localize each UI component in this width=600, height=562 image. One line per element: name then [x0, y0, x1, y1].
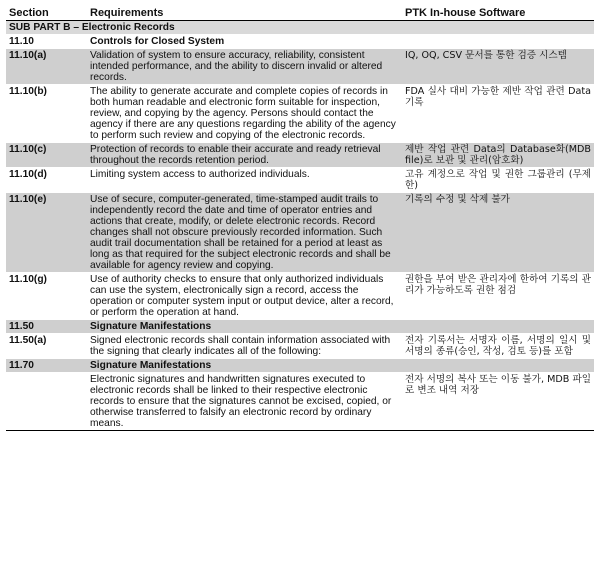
part-heading-row — [6, 21, 594, 35]
header-requirements: Requirements — [87, 6, 402, 21]
software-feature — [402, 35, 594, 49]
section-id: 11.10(d) — [6, 168, 87, 193]
table-row — [6, 85, 594, 143]
section-id: 11.10(b) — [6, 85, 87, 143]
section-id: 11.10(a) — [6, 49, 87, 85]
software-feature: 제반 작업 관련 Data의 Database화(MDB file)로 보관 및 관리(암호화) — [402, 143, 594, 168]
software-feature: 전자 기록서는 서명자 이름, 서명의 일시 및 서명의 종류(승인, 작성, 검토 등)를 포함 — [402, 334, 594, 359]
software-feature: 전자 서명의 복사 또는 이동 불가, MDB 파일로 변조 내역 저장 — [402, 373, 594, 431]
software-feature — [402, 320, 594, 334]
section-id — [6, 373, 87, 431]
table-row — [6, 373, 594, 431]
section-id: 11.10 — [6, 35, 87, 49]
requirements-table — [6, 6, 594, 431]
requirement-text: Signed electronic records shall contain information associated with the signing that clearly indicates all of the following: — [87, 334, 402, 359]
header-section: Section — [6, 6, 87, 21]
section-id: 11.50 — [6, 320, 87, 334]
software-feature: 기록의 수정 및 삭제 불가 — [402, 193, 594, 273]
requirement-text: Signature Manifestations — [87, 359, 402, 373]
requirement-text: Validation of system to ensure accuracy, reliability, consistent intended performance, and the ability to discern invalid or altered records. — [87, 49, 402, 85]
software-feature — [402, 359, 594, 373]
requirement-text: Signature Manifestations — [87, 320, 402, 334]
table-row — [6, 168, 594, 193]
table-row — [6, 320, 594, 334]
table-row — [6, 193, 594, 273]
requirement-text: Electronic signatures and handwritten signatures executed to electronic records shall be linked to their respective electronic records to ensure that the signatures cannot be excised, copied, or otherwise transferred to falsify an electronic record by ordinary means. — [87, 373, 402, 431]
table-row — [6, 35, 594, 49]
software-feature: IQ, OQ, CSV 문서를 통한 검증 시스템 — [402, 49, 594, 85]
table-row — [6, 359, 594, 373]
requirement-text: Controls for Closed System — [87, 35, 402, 49]
requirement-text: Use of authority checks to ensure that only authorized individuals can use the system, electronically sign a record, access the operation or computer system input or output device, alter a record, or perform the operation at hand. — [87, 273, 402, 320]
part-heading: SUB PART B – Electronic Records — [6, 21, 594, 35]
requirement-text: The ability to generate accurate and complete copies of records in both human readable and electronic form suitable for inspection, review, and copying by the agency. Persons should contact the agency if there are any questions regarding the ability of the agency to perform such review and copying of the electronic records. — [87, 85, 402, 143]
table-header — [6, 6, 594, 21]
section-id: 11.70 — [6, 359, 87, 373]
requirement-text: Use of secure, computer-generated, time-stamped audit trails to independently record the date and time of operator entries and actions that create, modify, or delete electronic records. Record changes shall not obscure previously recorded information. Such audit trail documentation shall be retained for a period at least as long as that required for the subject electronic records and shall be available for agency review and copying. — [87, 193, 402, 273]
section-id: 11.50(a) — [6, 334, 87, 359]
requirement-text: Protection of records to enable their accurate and ready retrieval throughout the records retention period. — [87, 143, 402, 168]
section-id: 11.10(c) — [6, 143, 87, 168]
header-software: PTK In-house Software — [402, 6, 594, 21]
software-feature: 권한을 부여 받은 관리자에 한하여 기록의 관리가 가능하도록 권한 점검 — [402, 273, 594, 320]
software-feature: FDA 실사 대비 가능한 제반 작업 관련 Data 기록 — [402, 85, 594, 143]
table-row — [6, 334, 594, 359]
section-id: 11.10(e) — [6, 193, 87, 273]
table-row — [6, 49, 594, 85]
requirement-text: Limiting system access to authorized individuals. — [87, 168, 402, 193]
software-feature: 고유 계정으로 작업 및 권한 그룹관리 (무제한) — [402, 168, 594, 193]
table-row — [6, 143, 594, 168]
table-row — [6, 273, 594, 320]
section-id: 11.10(g) — [6, 273, 87, 320]
